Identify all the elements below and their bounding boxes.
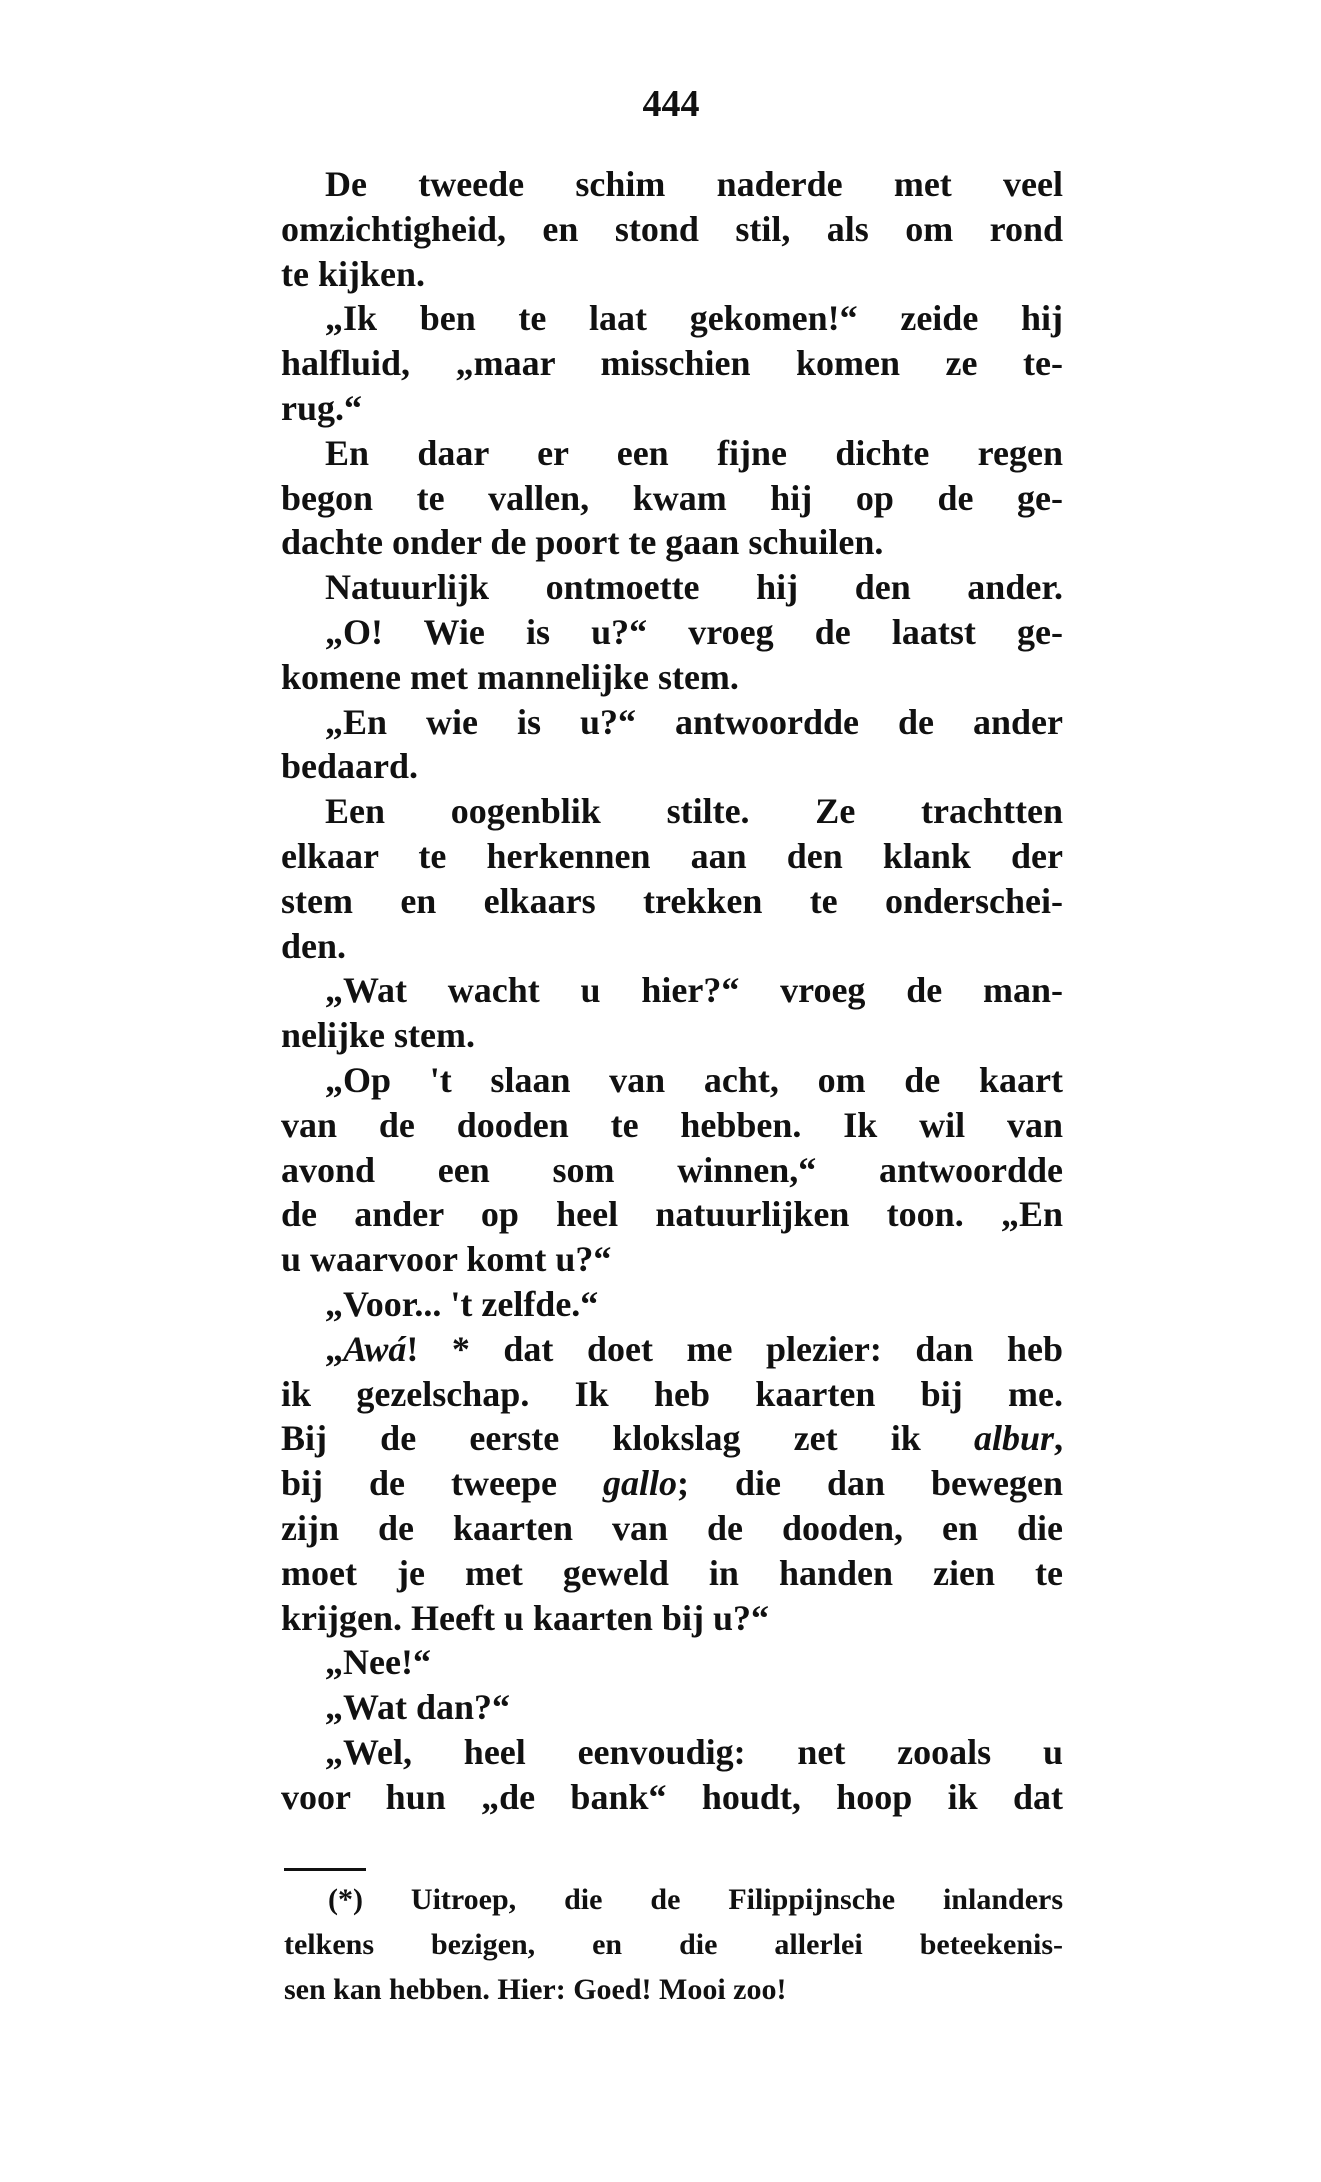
- text-run: krijgen. Heeft u kaarten bij u?“: [281, 1597, 769, 1638]
- text-run: telkens bezigen, en die allerlei beteekenis-: [284, 1927, 1063, 1961]
- text-run: van de dooden te hebben. Ik wil van: [281, 1104, 1063, 1145]
- text-line: [281, 1730, 1063, 1775]
- body-text: [281, 162, 1063, 1819]
- text-line: [281, 476, 1063, 521]
- text-run: voor hun „de bank“ houdt, hoop ik dat: [281, 1776, 1063, 1817]
- text-line: [281, 1685, 1063, 1730]
- text-run: omzichtigheid, en stond stil, als om rond: [281, 208, 1063, 249]
- text-run: komene met mannelijke stem.: [281, 656, 739, 697]
- text-run: ! * dat doet me plezier: dan heb: [406, 1328, 1063, 1369]
- text-line: [281, 610, 1063, 655]
- page-number: 444: [642, 83, 700, 125]
- text-line: [281, 1103, 1063, 1148]
- text-line: [281, 744, 1063, 789]
- text-line: [281, 700, 1063, 745]
- text-line: [281, 655, 1063, 700]
- text-line: [281, 1461, 1063, 1506]
- footnote-line: [284, 1970, 1063, 2015]
- text-run: „Voor... 't zelfde.“: [325, 1283, 599, 1324]
- text-run: ik gezelschap. Ik heb kaarten bij me.: [281, 1373, 1063, 1414]
- text-line: [281, 162, 1063, 207]
- text-line: [281, 341, 1063, 386]
- text-run: Een oogenblik stilte. Ze trachtten: [325, 791, 1063, 832]
- text-run: „: [325, 1328, 343, 1369]
- text-run: den.: [281, 925, 347, 966]
- text-run: „En wie is u?“ antwoordde de ander: [325, 701, 1063, 742]
- footnote-line: [284, 1880, 1063, 1925]
- text-line: [281, 1506, 1063, 1551]
- text-line: [281, 1237, 1063, 1282]
- text-run: bedaard.: [281, 746, 419, 787]
- text-run: ,: [1054, 1418, 1063, 1459]
- italic-word: albur: [973, 1418, 1054, 1459]
- text-run: nelijke stem.: [281, 1015, 475, 1056]
- footnote-line: [284, 1925, 1063, 1970]
- text-run: elkaar te herkennen aan den klank der: [281, 835, 1063, 876]
- text-run: Natuurlijk ontmoette hij den ander.: [325, 567, 1063, 608]
- text-run: de ander op heel natuurlijken toon. „En: [281, 1194, 1063, 1235]
- text-run: halfluid, „maar misschien komen ze te-: [281, 343, 1063, 384]
- text-run: En daar er een fijne dichte regen: [325, 432, 1063, 473]
- text-run: ; die dan bewegen: [676, 1463, 1063, 1504]
- text-run: Bij de eerste klokslag zet ik: [281, 1418, 974, 1459]
- text-run: zijn de kaarten van de dooden, en die: [281, 1507, 1063, 1548]
- text-line: [281, 968, 1063, 1013]
- italic-word: gallo: [602, 1463, 677, 1504]
- text-run: begon te vallen, kwam hij op de ge-: [281, 477, 1063, 518]
- text-run: „Wat dan?“: [325, 1687, 511, 1728]
- text-line: [281, 296, 1063, 341]
- text-line: [281, 431, 1063, 476]
- text-run: te kijken.: [281, 253, 425, 294]
- text-line: [281, 1551, 1063, 1596]
- text-line: [281, 879, 1063, 924]
- text-run: stem en elkaars trekken te onderschei-: [281, 880, 1063, 921]
- text-line: [281, 1640, 1063, 1685]
- text-line: [281, 520, 1063, 565]
- text-line: [281, 834, 1063, 879]
- text-line: [281, 1192, 1063, 1237]
- text-run: avond een som winnen,“ antwoordde: [281, 1149, 1063, 1190]
- text-run: „Nee!“: [325, 1642, 431, 1683]
- text-line: [281, 924, 1063, 969]
- text-line: [281, 1596, 1063, 1641]
- text-run: bij de tweepe: [281, 1463, 603, 1504]
- text-line: [281, 1775, 1063, 1820]
- text-run: De tweede schim naderde met veel: [325, 164, 1063, 204]
- text-run: moet je met geweld in handen zien te: [281, 1552, 1063, 1593]
- text-line: [281, 1372, 1063, 1417]
- text-line: [281, 789, 1063, 834]
- text-line: [281, 1058, 1063, 1103]
- italic-word: Awá: [343, 1328, 407, 1369]
- text-line: [281, 252, 1063, 297]
- text-line: [281, 1013, 1063, 1058]
- footnote: [284, 1880, 1063, 2014]
- text-run: (*) Uitroep, die de Filippijnsche inlanders: [328, 1883, 1063, 1916]
- text-run: u waarvoor komt u?“: [281, 1239, 612, 1280]
- text-run: „O! Wie is u?“ vroeg de laatst ge-: [325, 611, 1063, 652]
- text-run: sen kan hebben. Hier: Goed! Mooi zoo!: [284, 1972, 787, 2006]
- text-run: „Op 't slaan van acht, om de kaart: [325, 1059, 1063, 1100]
- text-run: dachte onder de poort te gaan schuilen.: [281, 522, 884, 563]
- text-run: „Ik ben te laat gekomen!“ zeide hij: [325, 298, 1063, 339]
- text-line: [281, 1148, 1063, 1193]
- text-run: „Wel, heel eenvoudig: net zooals u: [325, 1731, 1063, 1772]
- text-line: [281, 1416, 1063, 1461]
- text-run: rug.“: [281, 387, 362, 428]
- text-run: „Wat wacht u hier?“ vroeg de man-: [325, 970, 1063, 1011]
- text-line: [281, 207, 1063, 252]
- text-line: [281, 1327, 1063, 1372]
- footnote-divider: [284, 1868, 366, 1871]
- text-line: [281, 565, 1063, 610]
- text-line: [281, 386, 1063, 431]
- text-line: [281, 1282, 1063, 1327]
